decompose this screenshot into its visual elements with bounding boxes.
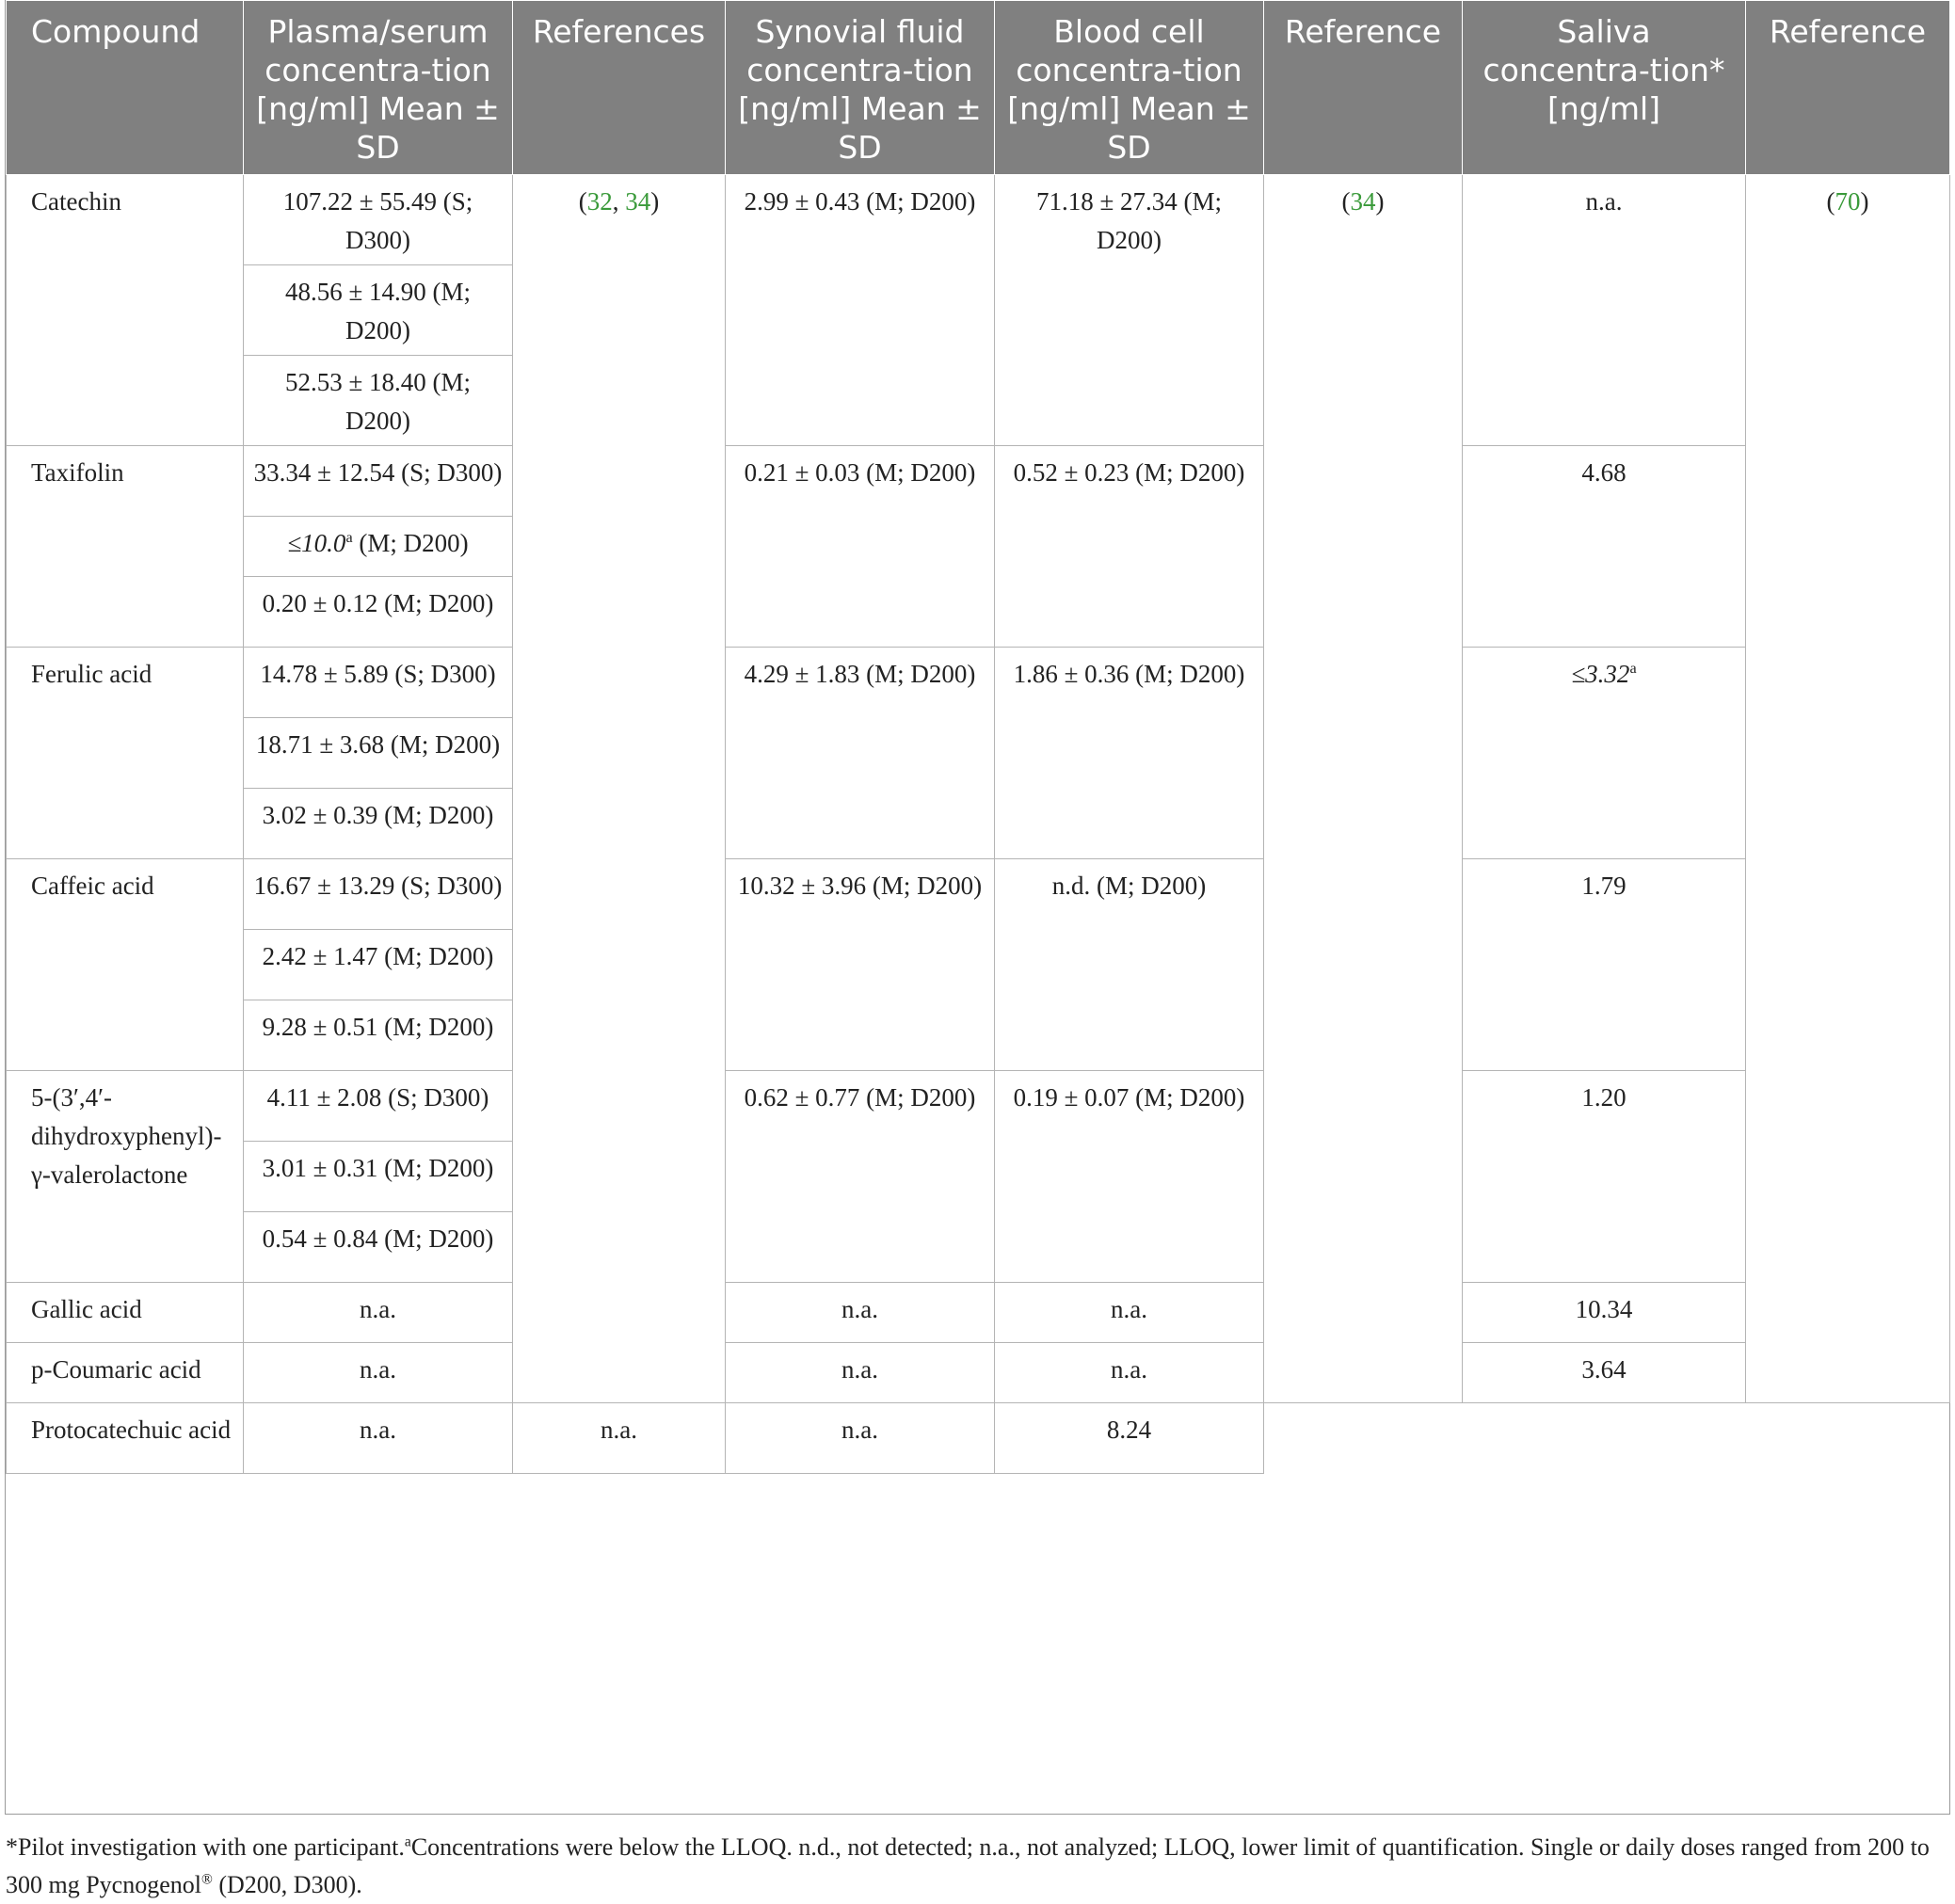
compound-name: Protocatechuic acid (7, 1403, 244, 1474)
col-header-reference-saliva: Reference (1746, 1, 1950, 175)
header-row (7, 1, 1950, 175)
compound-name: p-Coumaric acid (7, 1343, 244, 1403)
synovial-value: n.a. (726, 1283, 995, 1343)
synovial-value: 4.29 ± 1.83 (M; D200) (726, 648, 995, 859)
blood-cell-value: 71.18 ± 27.34 (M; D200) (995, 175, 1264, 446)
saliva-value: 1.20 (1463, 1071, 1746, 1283)
blood-cell-value: 0.52 ± 0.23 (M; D200) (995, 446, 1264, 648)
blood-cell-value: 1.86 ± 0.36 (M; D200) (995, 648, 1264, 859)
saliva-value: 3.64 (1463, 1343, 1746, 1403)
plasma-value: 52.53 ± 18.40 (M; D200) (244, 356, 513, 446)
blood-cell-value: n.d. (M; D200) (995, 859, 1264, 1071)
col-header-synovial: Synovial fluid concentra-tion [ng/ml] Mean ± SD (726, 1, 995, 175)
compound-name: Caffeic acid (7, 859, 244, 1071)
table-row (7, 1403, 1950, 1474)
compound-name: 5-(3′,4′-dihydroxyphenyl)-γ-valerolactone (7, 1071, 244, 1283)
plasma-value: n.a. (244, 1403, 513, 1474)
footnote-marker: a (345, 529, 353, 546)
table-row (7, 1071, 1950, 1142)
table-row (7, 1343, 1950, 1403)
synovial-value: 0.62 ± 0.77 (M; D200) (726, 1071, 995, 1283)
table-row (7, 175, 1950, 265)
plasma-value: ≤10.0$^a$ (M; D200) (244, 517, 513, 577)
table-row (7, 859, 1950, 930)
plasma-value: 3.01 ± 0.31 (M; D200) (244, 1142, 513, 1212)
plasma-value: 2.42 ± 1.47 (M; D200) (244, 930, 513, 1000)
col-header-blood-cell: Blood cell concentra-tion [ng/ml] Mean ± SD (995, 1, 1264, 175)
synovial-value: 2.99 ± 0.43 (M; D200) (726, 175, 995, 446)
table-row (7, 1283, 1950, 1343)
table-row (7, 446, 1950, 517)
table-footnote: *Pilot investigation with one participant.$^a$Concentrations were below the LLOQ. n.d., not detected; n.a., not analyzed; LLOQ, lower limit of quantification. Single or daily doses ranged from 200 to 300 mg Pycnogenol® (D200, D300). (6, 1833, 1930, 1898)
col-header-reference-blood: Reference (1264, 1, 1463, 175)
synovial-value: n.a. (513, 1403, 726, 1474)
footnote-marker: a (404, 1833, 411, 1850)
col-header-references: References (513, 1, 726, 175)
synovial-value: 0.21 ± 0.03 (M; D200) (726, 446, 995, 648)
saliva-value: 10.34 (1463, 1283, 1746, 1343)
plasma-value: 33.34 ± 12.54 (S; D300) (244, 446, 513, 517)
plasma-value: 14.78 ± 5.89 (S; D300) (244, 648, 513, 718)
compound-concentration-table (6, 0, 1950, 1474)
saliva-value: n.a. (1463, 175, 1746, 446)
plasma-value: 9.28 ± 0.51 (M; D200) (244, 1000, 513, 1071)
table-container (6, 0, 1949, 1474)
synovial-value: 10.32 ± 3.96 (M; D200) (726, 859, 995, 1071)
footnote-marker: a (1629, 660, 1637, 677)
plasma-value: 18.71 ± 3.68 (M; D200) (244, 718, 513, 789)
plasma-references: (32, 34) (513, 175, 726, 1403)
saliva-value: ≤3.32$^a$ (1463, 648, 1746, 859)
plasma-value: 4.11 ± 2.08 (S; D300) (244, 1071, 513, 1142)
compound-name: Gallic acid (7, 1283, 244, 1343)
plasma-value: 107.22 ± 55.49 (S; D300) (244, 175, 513, 265)
plasma-value: 0.20 ± 0.12 (M; D200) (244, 577, 513, 648)
blood-cell-value: n.a. (995, 1283, 1264, 1343)
col-header-plasma: Plasma/serum concentra-tion [ng/ml] Mean ± SD (244, 1, 513, 175)
blood-cell-value: 0.19 ± 0.07 (M; D200) (995, 1071, 1264, 1283)
saliva-value: 8.24 (995, 1403, 1264, 1474)
col-header-saliva: Saliva concentra-tion* [ng/ml] (1463, 1, 1746, 175)
registered-mark: ® (201, 1871, 213, 1888)
saliva-value: 4.68 (1463, 446, 1746, 648)
col-header-compound: Compound (7, 1, 244, 175)
compound-name: Ferulic acid (7, 648, 244, 859)
plasma-value: n.a. (244, 1343, 513, 1403)
ref-link-32[interactable]: 32 (586, 187, 613, 216)
ref-link-34[interactable]: 34 (625, 187, 651, 216)
table-row (7, 648, 1950, 718)
synovial-value: n.a. (726, 1343, 995, 1403)
compound-name: Catechin (7, 175, 244, 446)
blood-cell-value: n.a. (995, 1343, 1264, 1403)
plasma-value: n.a. (244, 1283, 513, 1343)
saliva-reference: (70) (1746, 175, 1950, 1403)
compound-name: Taxifolin (7, 446, 244, 648)
blood-cell-reference: (34) (1264, 175, 1463, 1403)
plasma-value: 48.56 ± 14.90 (M; D200) (244, 265, 513, 356)
ref-link-34[interactable]: 34 (1350, 187, 1376, 216)
saliva-value: 1.79 (1463, 859, 1746, 1071)
plasma-value: 16.67 ± 13.29 (S; D300) (244, 859, 513, 930)
plasma-value: 0.54 ± 0.84 (M; D200) (244, 1212, 513, 1283)
plasma-value: 3.02 ± 0.39 (M; D200) (244, 789, 513, 859)
ref-link-70[interactable]: 70 (1835, 187, 1861, 216)
blood-cell-value: n.a. (726, 1403, 995, 1474)
